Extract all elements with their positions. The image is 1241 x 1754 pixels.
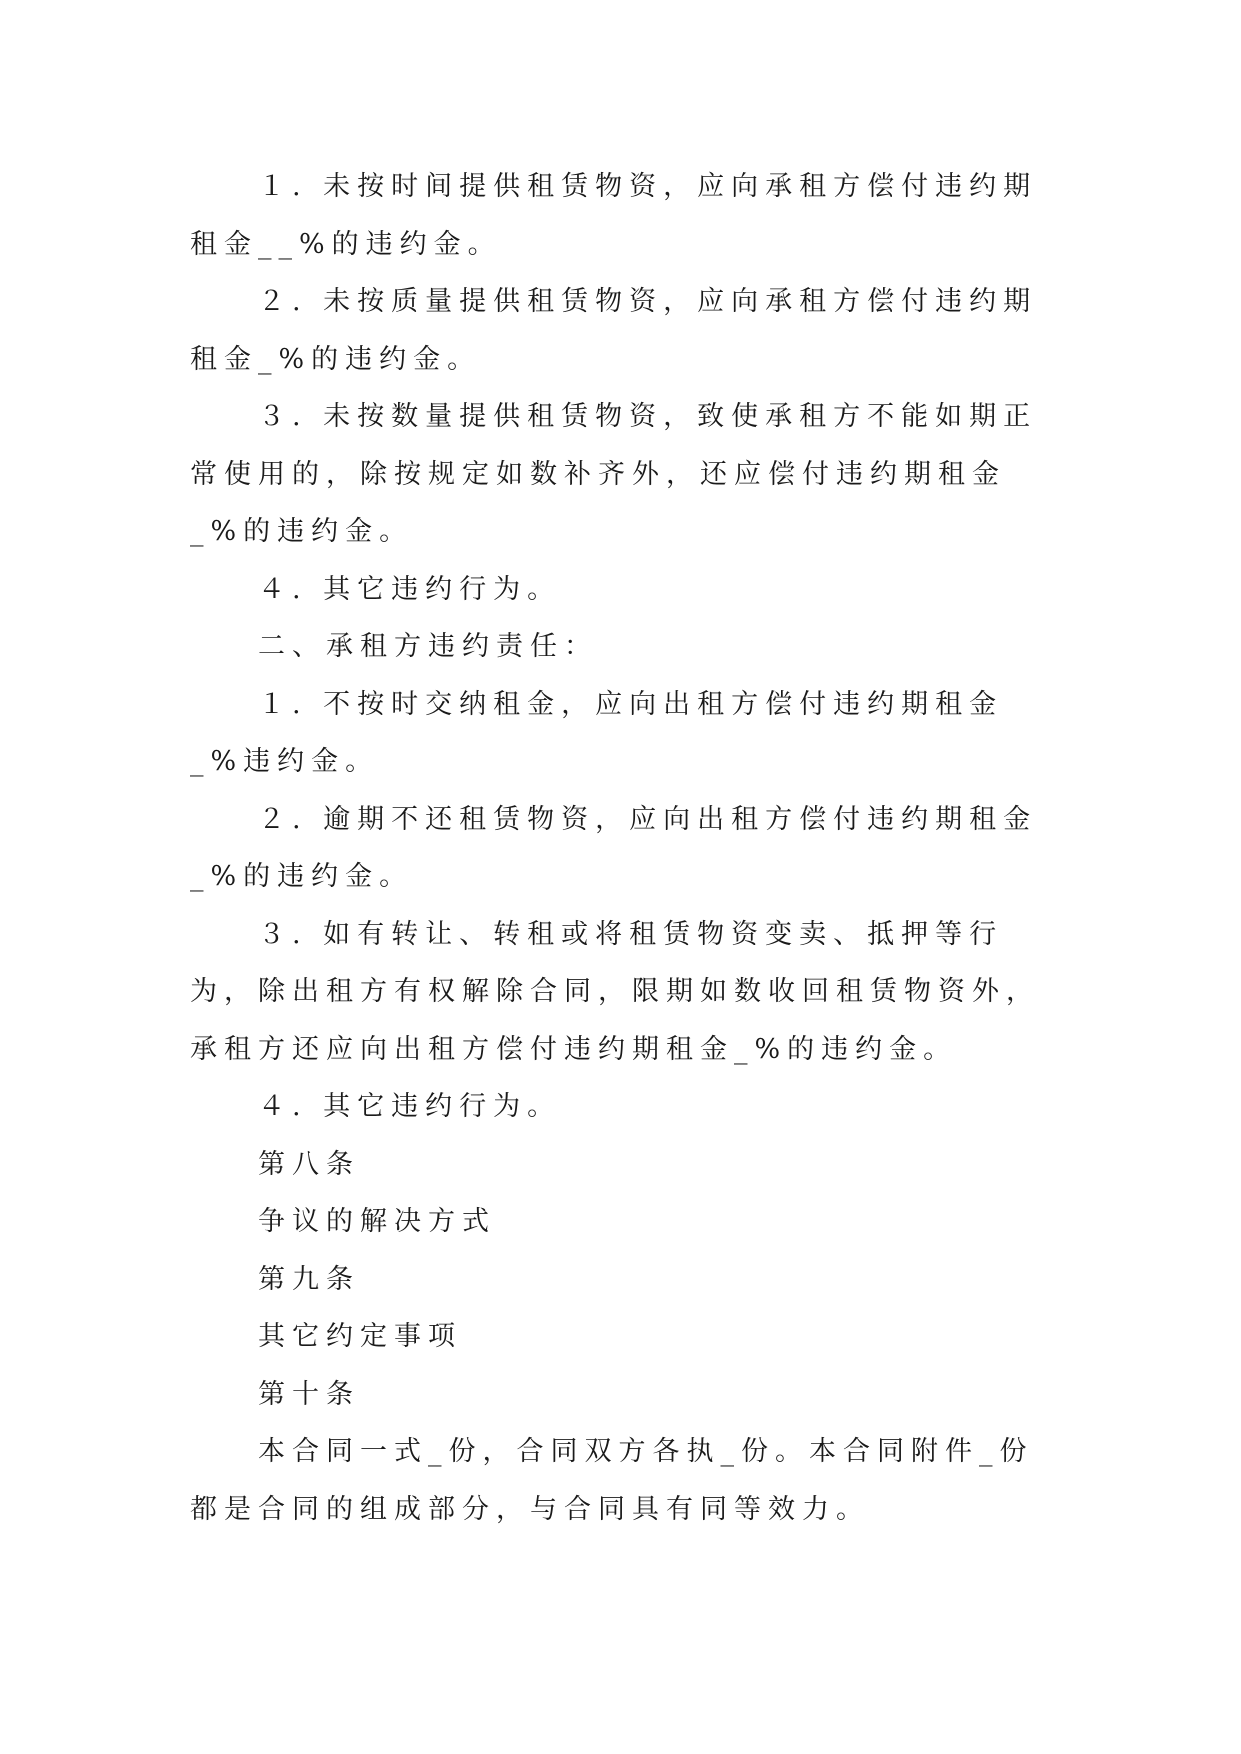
lessor-breach-item-2: ２. 未按质量提供租赁物资，应向承租方偿付违约期租金_%的违约金。 xyxy=(190,286,1038,375)
article-8-title: 争议的解决方式 xyxy=(258,1206,496,1237)
lessor-breach-item-4: ４. 其它违约行为。 xyxy=(258,573,562,605)
article-10-body: 本合同一式_份，合同双方各执_份。本合同附件_份都是合同的组成部分，与合同具有同等效力。 xyxy=(190,1436,1034,1525)
lessee-breach-item-4: ４. 其它违约行为。 xyxy=(258,1091,562,1122)
lessee-breach-item-1: １. 不按时交纳租金，应向出租方偿付违约期租金_%违约金。 xyxy=(190,688,1004,777)
lessor-breach-item-3: ３. 未按数量提供租赁物资，致使承租方不能如期正常使用的，除按规定如数补齐外，还应偿付违约期租金_%的违约金。 xyxy=(190,401,1038,547)
lessee-breach-item-3: ３. 如有转让、转租或将租赁物资变卖、抵押等行为，除出租方有权解除合同，限期如数收回租赁物资外，承租方还应向出租方偿付违约期租金_%的违约金。 xyxy=(190,918,1040,1065)
article-8-heading: 第八条 xyxy=(258,1148,360,1180)
lessee-breach-heading: 二、承租方违约责任： xyxy=(258,631,598,662)
lessee-breach-item-2: ２. 逾期不还租赁物资，应向出租方偿付违约期租金_%的违约金。 xyxy=(190,803,1038,892)
article-9-heading: 第九条 xyxy=(258,1263,360,1295)
lessor-breach-item-1: １. 未按时间提供租赁物资，应向承租方偿付违约期租金__%的违约金。 xyxy=(190,171,1038,260)
article-9-title: 其它约定事项 xyxy=(258,1321,462,1352)
article-10-heading: 第十条 xyxy=(258,1378,360,1410)
contract-text-body xyxy=(190,158,1052,1538)
